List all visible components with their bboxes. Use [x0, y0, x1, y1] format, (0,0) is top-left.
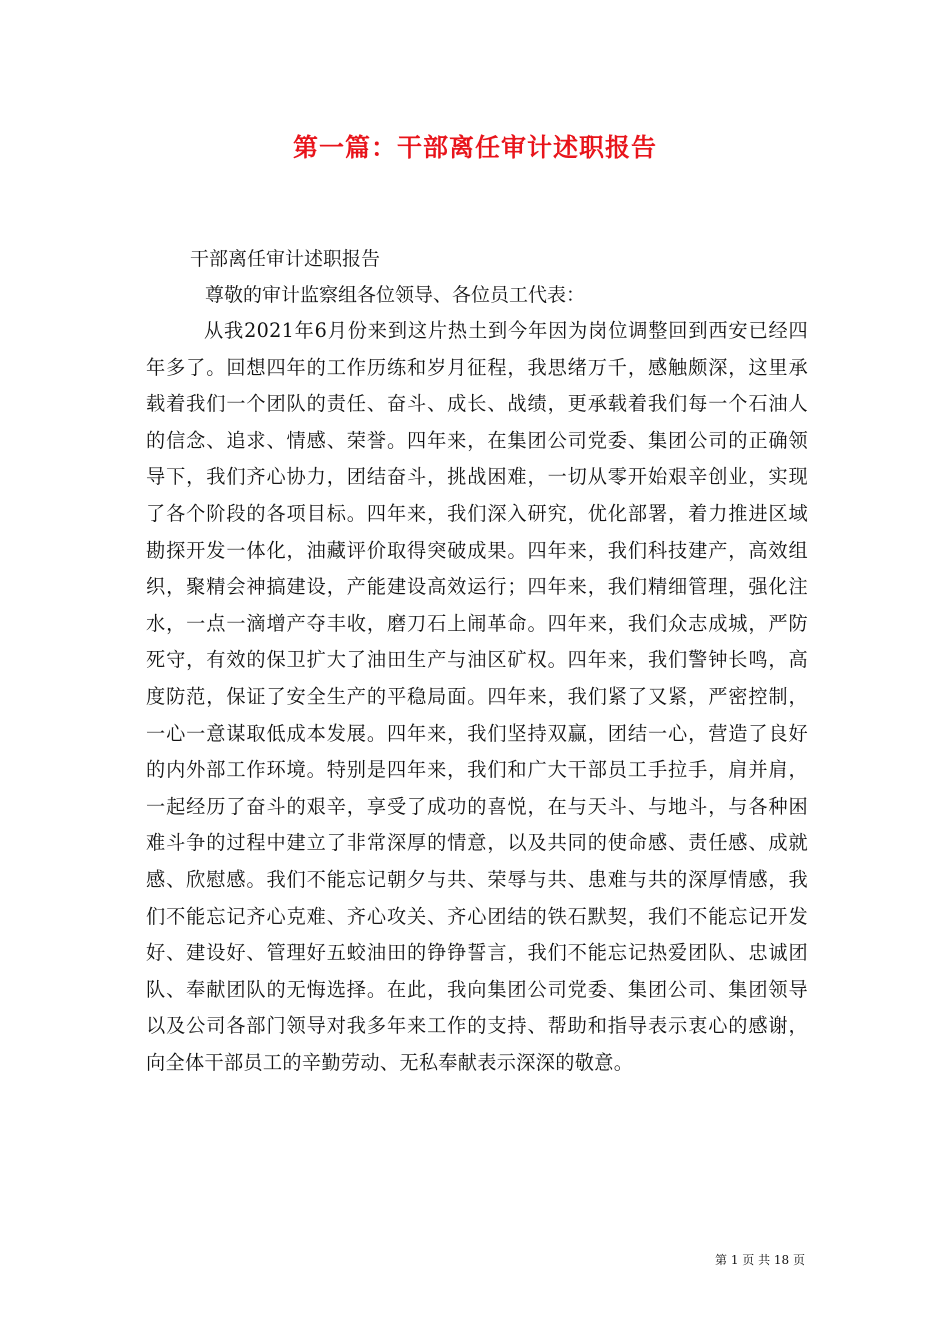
document-title: 第一篇：干部离任审计述职报告: [292, 133, 657, 162]
document-subtitle: 干部离任审计述职报告: [190, 248, 381, 270]
body-paragraph: 从我2021年6月份来到这片热土到今年因为岗位调整回到西安已经四年多了。回想四年的工作历练和岁月征程，我思绪万千，感触颇深，这里承载着我们一个团队的责任、奋斗、成长、战绩，更承载着我们每一个石油人的信念、追求、情感、荣誉。四年来，在集团公司党委、集团公司的正确领导下，我们齐心协力，团结奋斗，挑战困难，一切从零开始艰辛创业，实现了各个阶段的各项目标。四年来，我们深入研究，优化部署，着力推进区域勘探开发一体化，油藏评价取得突破成果。四年来，我们科技建产，高效组织，聚精会神搞建设，产能建设高效运行；四年来，我们精细管理，强化注水，一点一滴增产夺丰收，磨刀石上闹革命。四年来，我们众志成城，严防死守，有效的保卫扩大了油田生产与油区矿权。四年来，我们警钟长鸣，高度防范，保证了安全生产的平稳局面。四年来，我们紧了又紧，严密控制，一心一意谋取低成本发展。四年来，我们坚持双赢，团结一心，营造了良好的内外部工作环境。特别是四年来，我们和广大干部员工手拉手，肩并肩，一起经历了奋斗的艰辛，享受了成功的喜悦，在与天斗、与地斗，与各种困难斗争的过程中建立了非常深厚的情意，以及共同的使命感、责任感、成就感、欣慰感。我们不能忘记朝夕与共、荣辱与共、患难与共的深厚情感，我们不能忘记齐心克难、齐心攻关、齐心团结的铁石默契，我们不能忘记开发好、建设好、管理好五蛟油田的铮铮誓言，我们不能忘记热爱团队、忠诚团队、奉献团队的无悔选择。在此，我向集团公司党委、集团公司、集团领导以及公司各部门领导对我多年来工作的支持、帮助和指导表示衷心的感谢，向全体干部员工的辛勤劳动、无私奉献表示深深的敬意。: [146, 319, 808, 1074]
salutation-line: 尊敬的审计监察组各位领导、各位员工代表：: [205, 284, 586, 306]
page-number-footer: 第 1 页 共 18 页: [715, 1253, 805, 1267]
